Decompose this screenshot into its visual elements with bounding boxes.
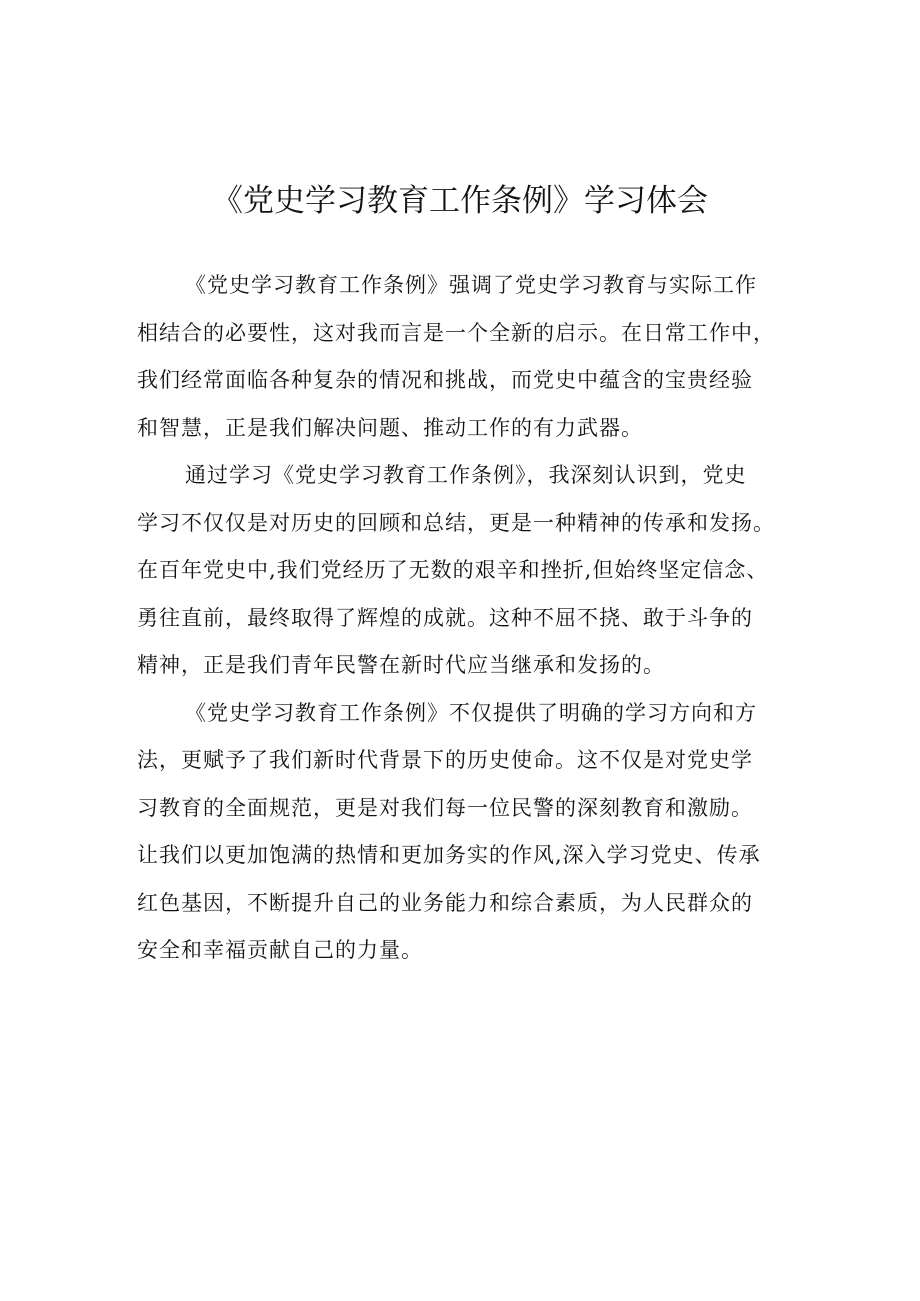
paragraph-3-line-6: 安全和幸福贡献自己的力量。 <box>137 938 423 962</box>
paragraph-3 <box>137 690 787 975</box>
paragraph-3-line-5: 红色基因，不断提升自己的业务能力和综合素质，为人民群众的 <box>137 890 753 915</box>
paragraph-2 <box>137 452 787 690</box>
paragraph-3-line-2: 法，更赋予了我们新时代背景下的历史使命。这不仅是对党史学 <box>137 748 753 772</box>
paragraph-1-line-1: 《党史学习教育工作条例》强调了党史学习教育与实际工作 <box>185 273 757 297</box>
document-title: 《党史学习教育工作条例》学习体会 <box>212 182 708 219</box>
paragraph-1-line-2: 相结合的必要性，这对我而言是一个全新的启示。在日常工作中， <box>137 320 775 345</box>
paragraph-1-line-3: 我们经常面临各种复杂的情况和挑战，而党史中蕴含的宝贵经验 <box>137 368 753 392</box>
paragraph-2-line-4: 勇往直前，最终取得了辉煌的成就。这种不屈不挠、敢于斗争的 <box>137 605 753 630</box>
paragraph-3-line-1: 《党史学习教育工作条例》不仅提供了明确的学习方向和方 <box>185 700 757 725</box>
paragraph-2-line-1: 通过学习《党史学习教育工作条例》，我深刻认识到，党史 <box>185 463 747 487</box>
paragraph-3-line-3: 习教育的全面规范，更是对我们每一位民警的深刻教育和激励。 <box>137 795 753 820</box>
paragraph-1-line-4: 和智慧，正是我们解决问题、推动工作的有力武器。 <box>137 415 643 440</box>
paragraph-1 <box>137 262 787 452</box>
paragraph-2-line-2: 学习不仅仅是对历史的回顾和总结，更是一种精神的传承和发扬。 <box>137 510 775 535</box>
document-body <box>137 262 787 975</box>
paragraph-2-line-5: 精神，正是我们青年民警在新时代应当继承和发扬的。 <box>137 653 665 677</box>
paragraph-3-line-4: 让我们以更加饱满的热情和更加务实的作风,深入学习党史、传承 <box>137 843 761 867</box>
paragraph-2-line-3: 在百年党史中,我们党经历了无数的艰辛和挫折,但始终坚定信念、 <box>137 558 769 582</box>
